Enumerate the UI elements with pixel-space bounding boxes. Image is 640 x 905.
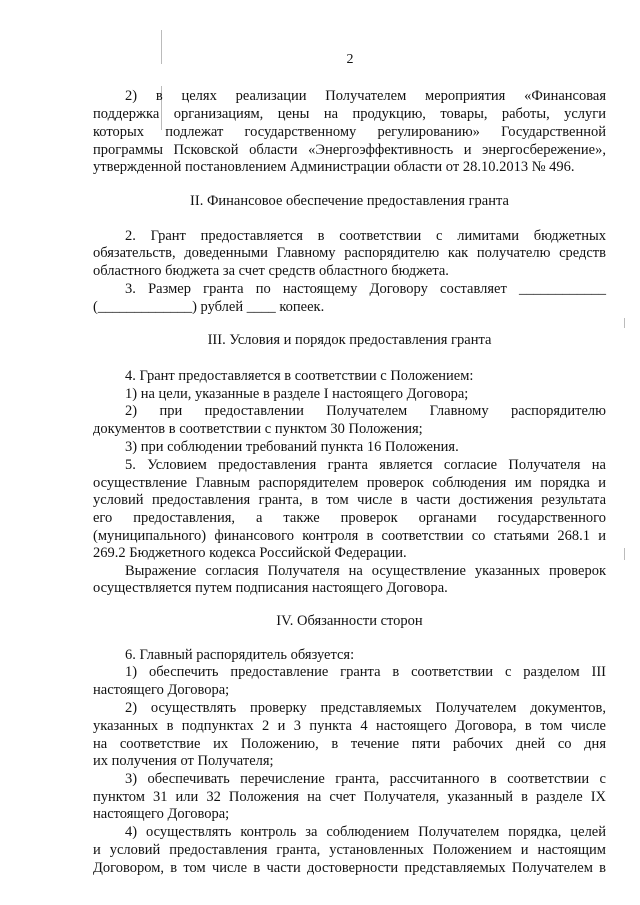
text-line: настоящего Договора; <box>93 682 230 698</box>
text-line: 269.2 Бюджетного кодекса Российской Федерации. <box>93 545 407 561</box>
text-line: на соответствие их Положению, в течение пяти рабочих дней со дня <box>93 736 606 752</box>
text-line: и условий предоставления гранта, установленных Положением и настоящим <box>93 842 606 858</box>
text-line: их получения от Получателя; <box>93 753 274 769</box>
text-line: Выражение согласия Получателя на осуществление указанных проверок <box>125 563 606 579</box>
text-line: 4) осуществлять контроль за соблюдением Получателем порядка, целей <box>125 824 606 840</box>
text-line: 3) при соблюдении требований пункта 16 Положения. <box>125 439 459 455</box>
text-line: обязательств, доведенными Главному распорядителю как получателю средств <box>93 245 606 261</box>
text-line: поддержка организациям, цены на продукцию, товары, работы, услуги <box>93 106 606 122</box>
text-line: осуществляется путем подписания настоящего Договора. <box>93 580 448 596</box>
text-line: 1) обеспечить предоставление гранта в соответствии с разделом III <box>125 664 606 680</box>
text-line: 2) при предоставлении Получателем Главному распорядителю <box>125 403 606 419</box>
text-line: 2) в целях реализации Получателем мероприятия «Финансовая <box>125 88 606 104</box>
text-line: 2. Грант предоставляется в соответствии с лимитами бюджетных <box>125 228 606 244</box>
text-line: областного бюджета за счет средств областного бюджета. <box>93 263 449 279</box>
page-number: 2 <box>346 52 354 67</box>
text-line: 3. Размер гранта по настоящему Договору составляет ____________ <box>125 281 606 297</box>
text-line: указанных в подпунктах 2 и 3 пункта 4 настоящего Договора, в том числе <box>93 718 606 734</box>
section-heading: II. Финансовое обеспечение предоставления гранта <box>190 193 509 209</box>
text-line: документов в соответствии с пунктом 30 Положения; <box>93 421 423 437</box>
section-heading: III. Условия и порядок предоставления гранта <box>207 332 492 348</box>
text-line: пунктом 31 или 32 Положения на счет Получателя, указанный в разделе IX <box>93 789 606 805</box>
text-line: утвержденной постановлением Администрации области от 28.10.2013 № 496. <box>93 159 575 175</box>
text-line: программы Псковской области «Энергоэффективность и энергосбережение», <box>93 142 606 158</box>
text-line: 2) осуществлять проверку представляемых Получателем документов, <box>125 700 606 716</box>
text-line: Договором, в том числе в части достоверности представляемых Получателем в <box>93 860 606 876</box>
text-line: условий предоставления гранта, в том числе в части достижения результата <box>93 492 606 508</box>
margin-mark <box>624 548 625 560</box>
margin-mark <box>624 318 625 328</box>
text-line: (_____________) рублей ____ копеек. <box>93 299 325 315</box>
text-line: 3) обеспечивать перечисление гранта, рассчитанного в соответствии с <box>125 771 606 787</box>
text-line: осуществление Главным распорядителем проверок соблюдения им порядка и <box>93 475 606 491</box>
text-line: 5. Условием предоставления гранта является согласие Получателя на <box>125 457 606 473</box>
text-line: (муниципального) финансового контроля в соответствии со статьями 268.1 и <box>93 528 606 544</box>
text-line: его предоставления, а также проверок органами государственного <box>93 510 606 526</box>
text-line: 6. Главный распорядитель обязуется: <box>125 647 355 663</box>
text-line: которых подлежат государственному регулированию» Государственной <box>93 124 606 140</box>
section-heading: IV. Обязанности сторон <box>276 613 423 629</box>
text-line: настоящего Договора; <box>93 806 230 822</box>
text-line: 4. Грант предоставляется в соответствии с Положением: <box>125 368 474 384</box>
text-line: 1) на цели, указанные в разделе I настоящего Договора; <box>125 386 469 402</box>
